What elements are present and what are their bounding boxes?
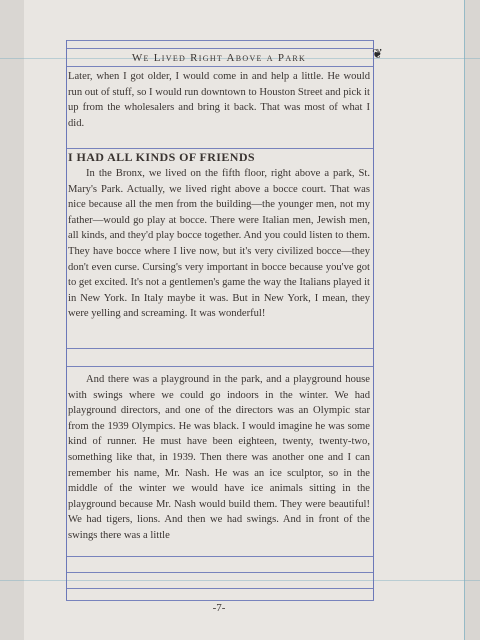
paragraph-text: And there was a playground in the park, and a playground house with swings where we could go indoors in the winter. We had playground directors, and one of the directors was an Olympic star from the 1939 Olympics. He was black. I would imagine he was some kind of runner. He must have been eighteen, twenty, twenty-two, something like that, in 1939. Then there was another one and I can remember his name, Mr. Nash. He was an ice sculptor, so in the middle of the winter we would have ice animals sitting in the playground because Mr. Nash would build them. They were beautiful! We had tigers, lions. And then we had swings. And in front of the swings there was a little: [68, 374, 370, 541]
frame-rule: [66, 556, 374, 557]
frame-rule: [66, 366, 374, 367]
section-heading: I HAD ALL KINDS OF FRIENDS: [68, 150, 255, 164]
intro-paragraph: [68, 69, 370, 131]
frame-rule: [66, 572, 374, 573]
running-header: We Lived Right Above a Park: [131, 52, 307, 64]
frame-rule: [66, 48, 374, 49]
page-number: -7-: [212, 602, 226, 614]
body-paragraph-2: [68, 372, 370, 544]
frame-rule: [66, 40, 374, 41]
frame-rule: [66, 348, 374, 349]
frame-rule: [66, 66, 374, 67]
text-wrap-handle-icon[interactable]: ❦: [372, 46, 383, 61]
paragraph-text: In the Bronx, we lived on the fifth floor, right above a park, St. Mary's Park. Actually, we lived right above a bocce court. That was nice because all the men from the building—the younger men, not my father—would go play at bocce. There were Italian men, Jewish men, all kinds, and they'd play bocce together. And you could listen to them. They have bocce where I live now, but it's very civilized bocce—they don't even curse. Cursing's very important in bocce because you've got to get excited. It's not a gentlemen's game the way the Italians played it in New York. In Italy maybe it was. But in New York, I mean, they were yelling and screaming. It was wonderful!: [68, 168, 370, 320]
frame-rule: [66, 588, 374, 589]
frame-rule: [66, 148, 374, 149]
canvas-guide-right: [464, 0, 465, 640]
frame-rule: [66, 600, 374, 601]
body-paragraph-1: [68, 166, 370, 322]
intro-text: Later, when I got older, I would come in and help a little. He would run out of stuff, so I would run downtown to Houston Street and pick it up from the wholesalers and bring it back. That was most of what I did.: [68, 71, 370, 129]
